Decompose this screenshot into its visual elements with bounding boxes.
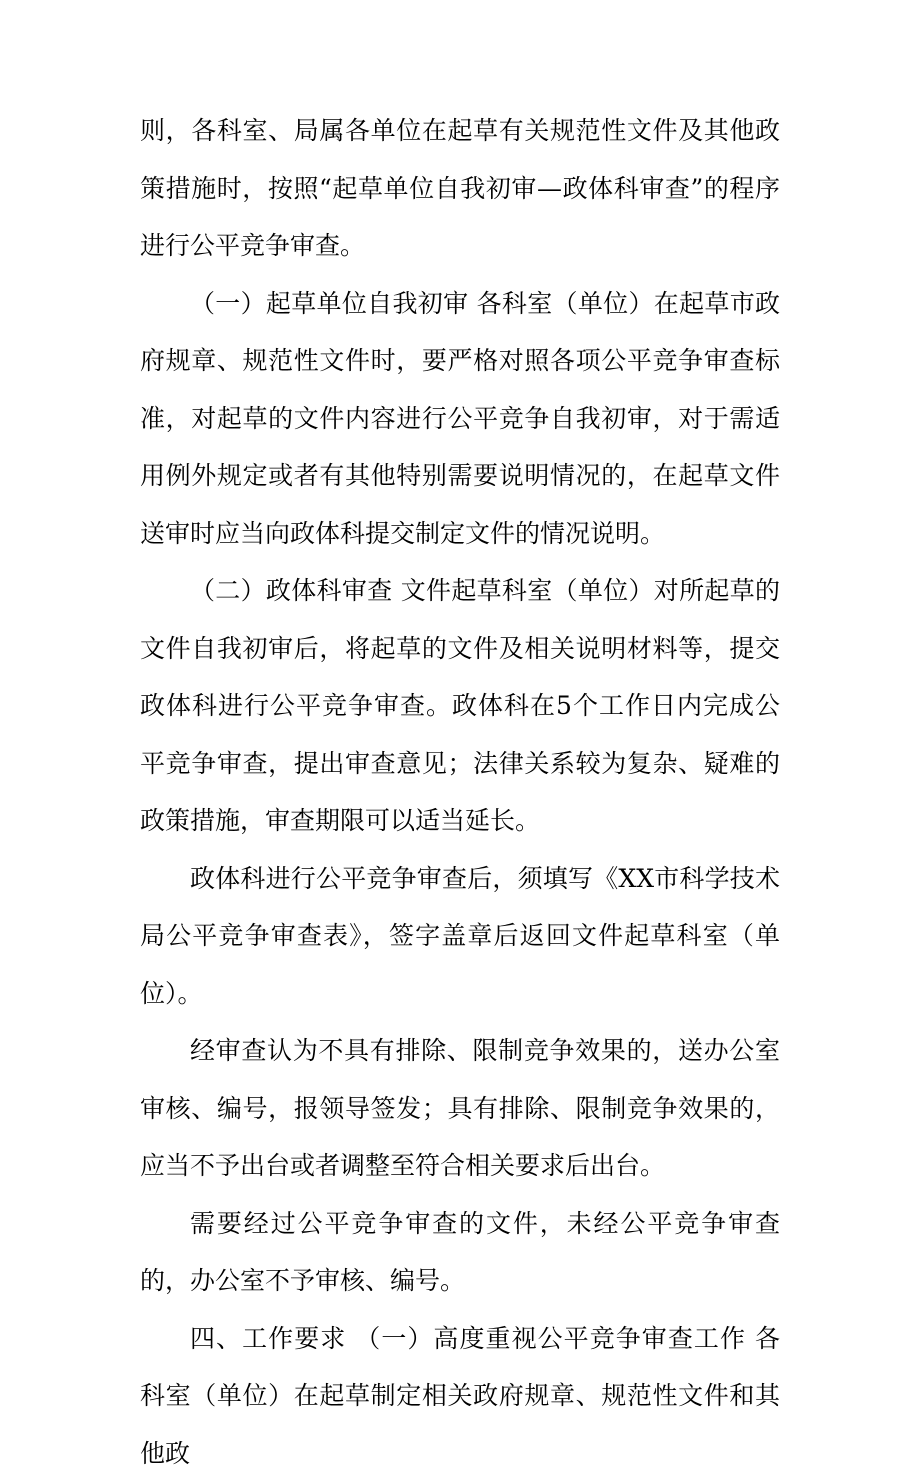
paragraph-review-procedure: 则，各科室、局属各单位在起草有关规范性文件及其他政策措施时，按照“起草单位自我初审—政体科审查”的程序进行公平竞争审查。	[140, 102, 780, 275]
document-page	[140, 102, 780, 1482]
paragraph-work-requirements: 四、工作要求 （一）高度重视公平竞争审查工作 各科室（单位）在起草制定相关政府规章、规范性文件和其他政	[140, 1310, 780, 1482]
paragraph-review-form: 政体科进行公平竞争审查后，须填写《XX市科学技术局公平竞争审查表》，签字盖章后返回文件起草科室（单位）。	[140, 850, 780, 1023]
paragraph-self-review: （一）起草单位自我初审 各科室（单位）在起草市政府规章、规范性文件时，要严格对照各项公平竞争审查标准，对起草的文件内容进行公平竞争自我初审，对于需适用例外规定或者有其他特别需要说明情况的，在起草文件送审时应当向政体科提交制定文件的情况说明。	[140, 275, 780, 563]
paragraph-unreviewed-files: 需要经过公平竞争审查的文件，未经公平竞争审查的，办公室不予审核、编号。	[140, 1195, 780, 1310]
paragraph-review-outcome: 经审查认为不具有排除、限制竞争效果的，送办公室审核、编号，报领导签发；具有排除、限制竞争效果的，应当不予出台或者调整至符合相关要求后出台。	[140, 1022, 780, 1195]
paragraph-policy-review: （二）政体科审查 文件起草科室（单位）对所起草的文件自我初审后，将起草的文件及相关说明材料等，提交政体科进行公平竞争审查。政体科在5个工作日内完成公平竞争审查，提出审查意见；法律关系较为复杂、疑难的政策措施，审查期限可以适当延长。	[140, 562, 780, 850]
